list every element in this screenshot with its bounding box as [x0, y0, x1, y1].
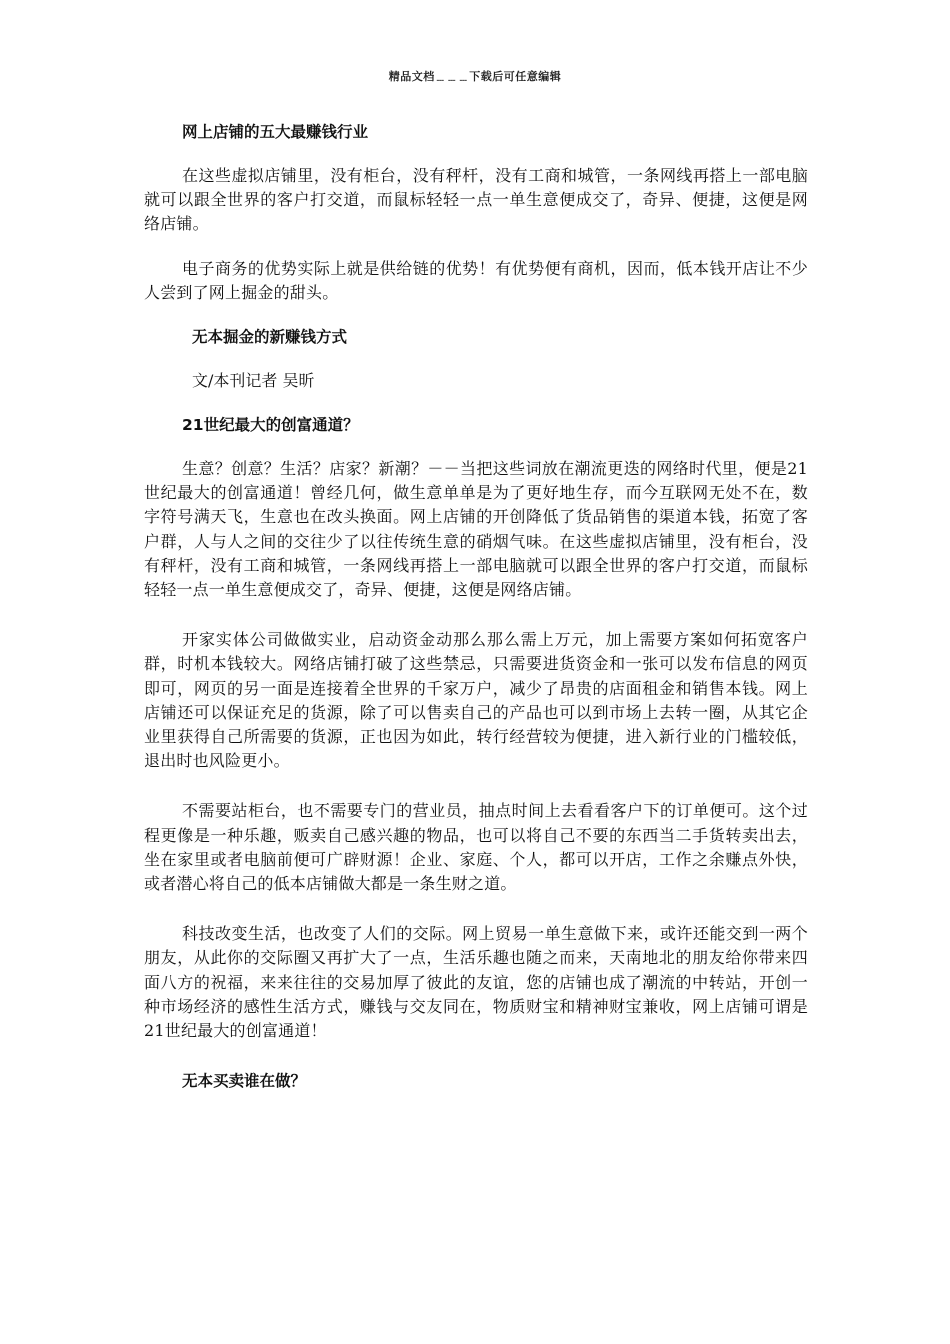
- section-heading-1: 21世纪最大的创富通道？: [182, 416, 359, 435]
- section-subtitle: 无本掘金的新赚钱方式: [192, 328, 348, 347]
- body-paragraph-4: 科技改变生活，也改变了人们的交际。网上贸易一单生意做下来，或许还能交到一两个朋友，从此你的交际圈又再扩大了一点，生活乐趣也随之而来，天南地北的朋友给你带来四面八方的祝福，来来往往的交易加厚了彼此的友谊，您的店铺也成了潮流的中转站，开创一种市场经济的感性生活方式，赚钱与交友同在，物质财宝和精神财宝兼收，网上店铺可谓是21世纪最大的创富通道！: [144, 924, 808, 1041]
- intro-paragraph-2: 电子商务的优势实际上就是供给链的优势！有优势便有商机，因而，低本钱开店让不少人尝到了网上掘金的甜头。: [144, 258, 808, 302]
- author-byline: 文/本刊记者 吴昕: [192, 371, 315, 391]
- document-body: [144, 120, 808, 1113]
- section-heading-2: 无本买卖谁在做？: [182, 1072, 307, 1091]
- page-header: 精品文档﹍﹍﹍下载后可任意编辑: [388, 70, 562, 83]
- article-title: 网上店铺的五大最赚钱行业: [182, 123, 369, 141]
- body-paragraph-1: 生意？创意？生活？店家？新潮？－－当把这些词放在潮流更迭的网络时代里，便是21世纪最大的创富通道！曾经几何，做生意单单是为了更好地生存，而今互联网无处不在，数字符号满天飞，生意也在改头换面。网上店铺的开创降低了货品销售的渠道本钱，拓宽了客户群，人与人之间的交往少了以往传统生意的硝烟气味。在这些虚拟店铺里，没有柜台，没有秤杆，没有工商和城管，一条网线再搭上一部电脑就可以跟全世界的客户打交道，而鼠标轻轻一点一单生意便成交了，奇异、便捷，这便是网络店铺。: [144, 459, 808, 600]
- body-paragraph-2: 开家实体公司做做实业，启动资金动那么那么需上万元，加上需要方案如何拓宽客户群，时机本钱较大。网络店铺打破了这些禁忌，只需要进货资金和一张可以发布信息的网页即可，网页的另一面是连接着全世界的千家万户，减少了昂贵的店面租金和销售本钱。网上店铺还可以保证充足的货源，除了可以售卖自己的产品也可以到市场上去转一圈，从其它企业里获得自己所需要的货源，正也因为如此，转行经营较为便捷，进入新行业的门槛较低，退出时也风险更小。: [144, 630, 808, 771]
- intro-paragraph-1: 在这些虚拟店铺里，没有柜台，没有秤杆，没有工商和城管，一条网线再搭上一部电脑就可以跟全世界的客户打交道，而鼠标轻轻一点一单生意便成交了，奇异、便捷，这便是网络店铺。: [144, 166, 808, 234]
- body-paragraph-3: 不需要站柜台，也不需要专门的营业员，抽点时间上去看看客户下的订单便可。这个过程更像是一种乐趣，贩卖自己感兴趣的物品，也可以将自己不要的东西当二手货转卖出去，坐在家里或者电脑前便可广辟财源！企业、家庭、个人，都可以开店，工作之余赚点外快，或者潜心将自己的低本店铺做大都是一条生财之道。: [144, 801, 808, 894]
